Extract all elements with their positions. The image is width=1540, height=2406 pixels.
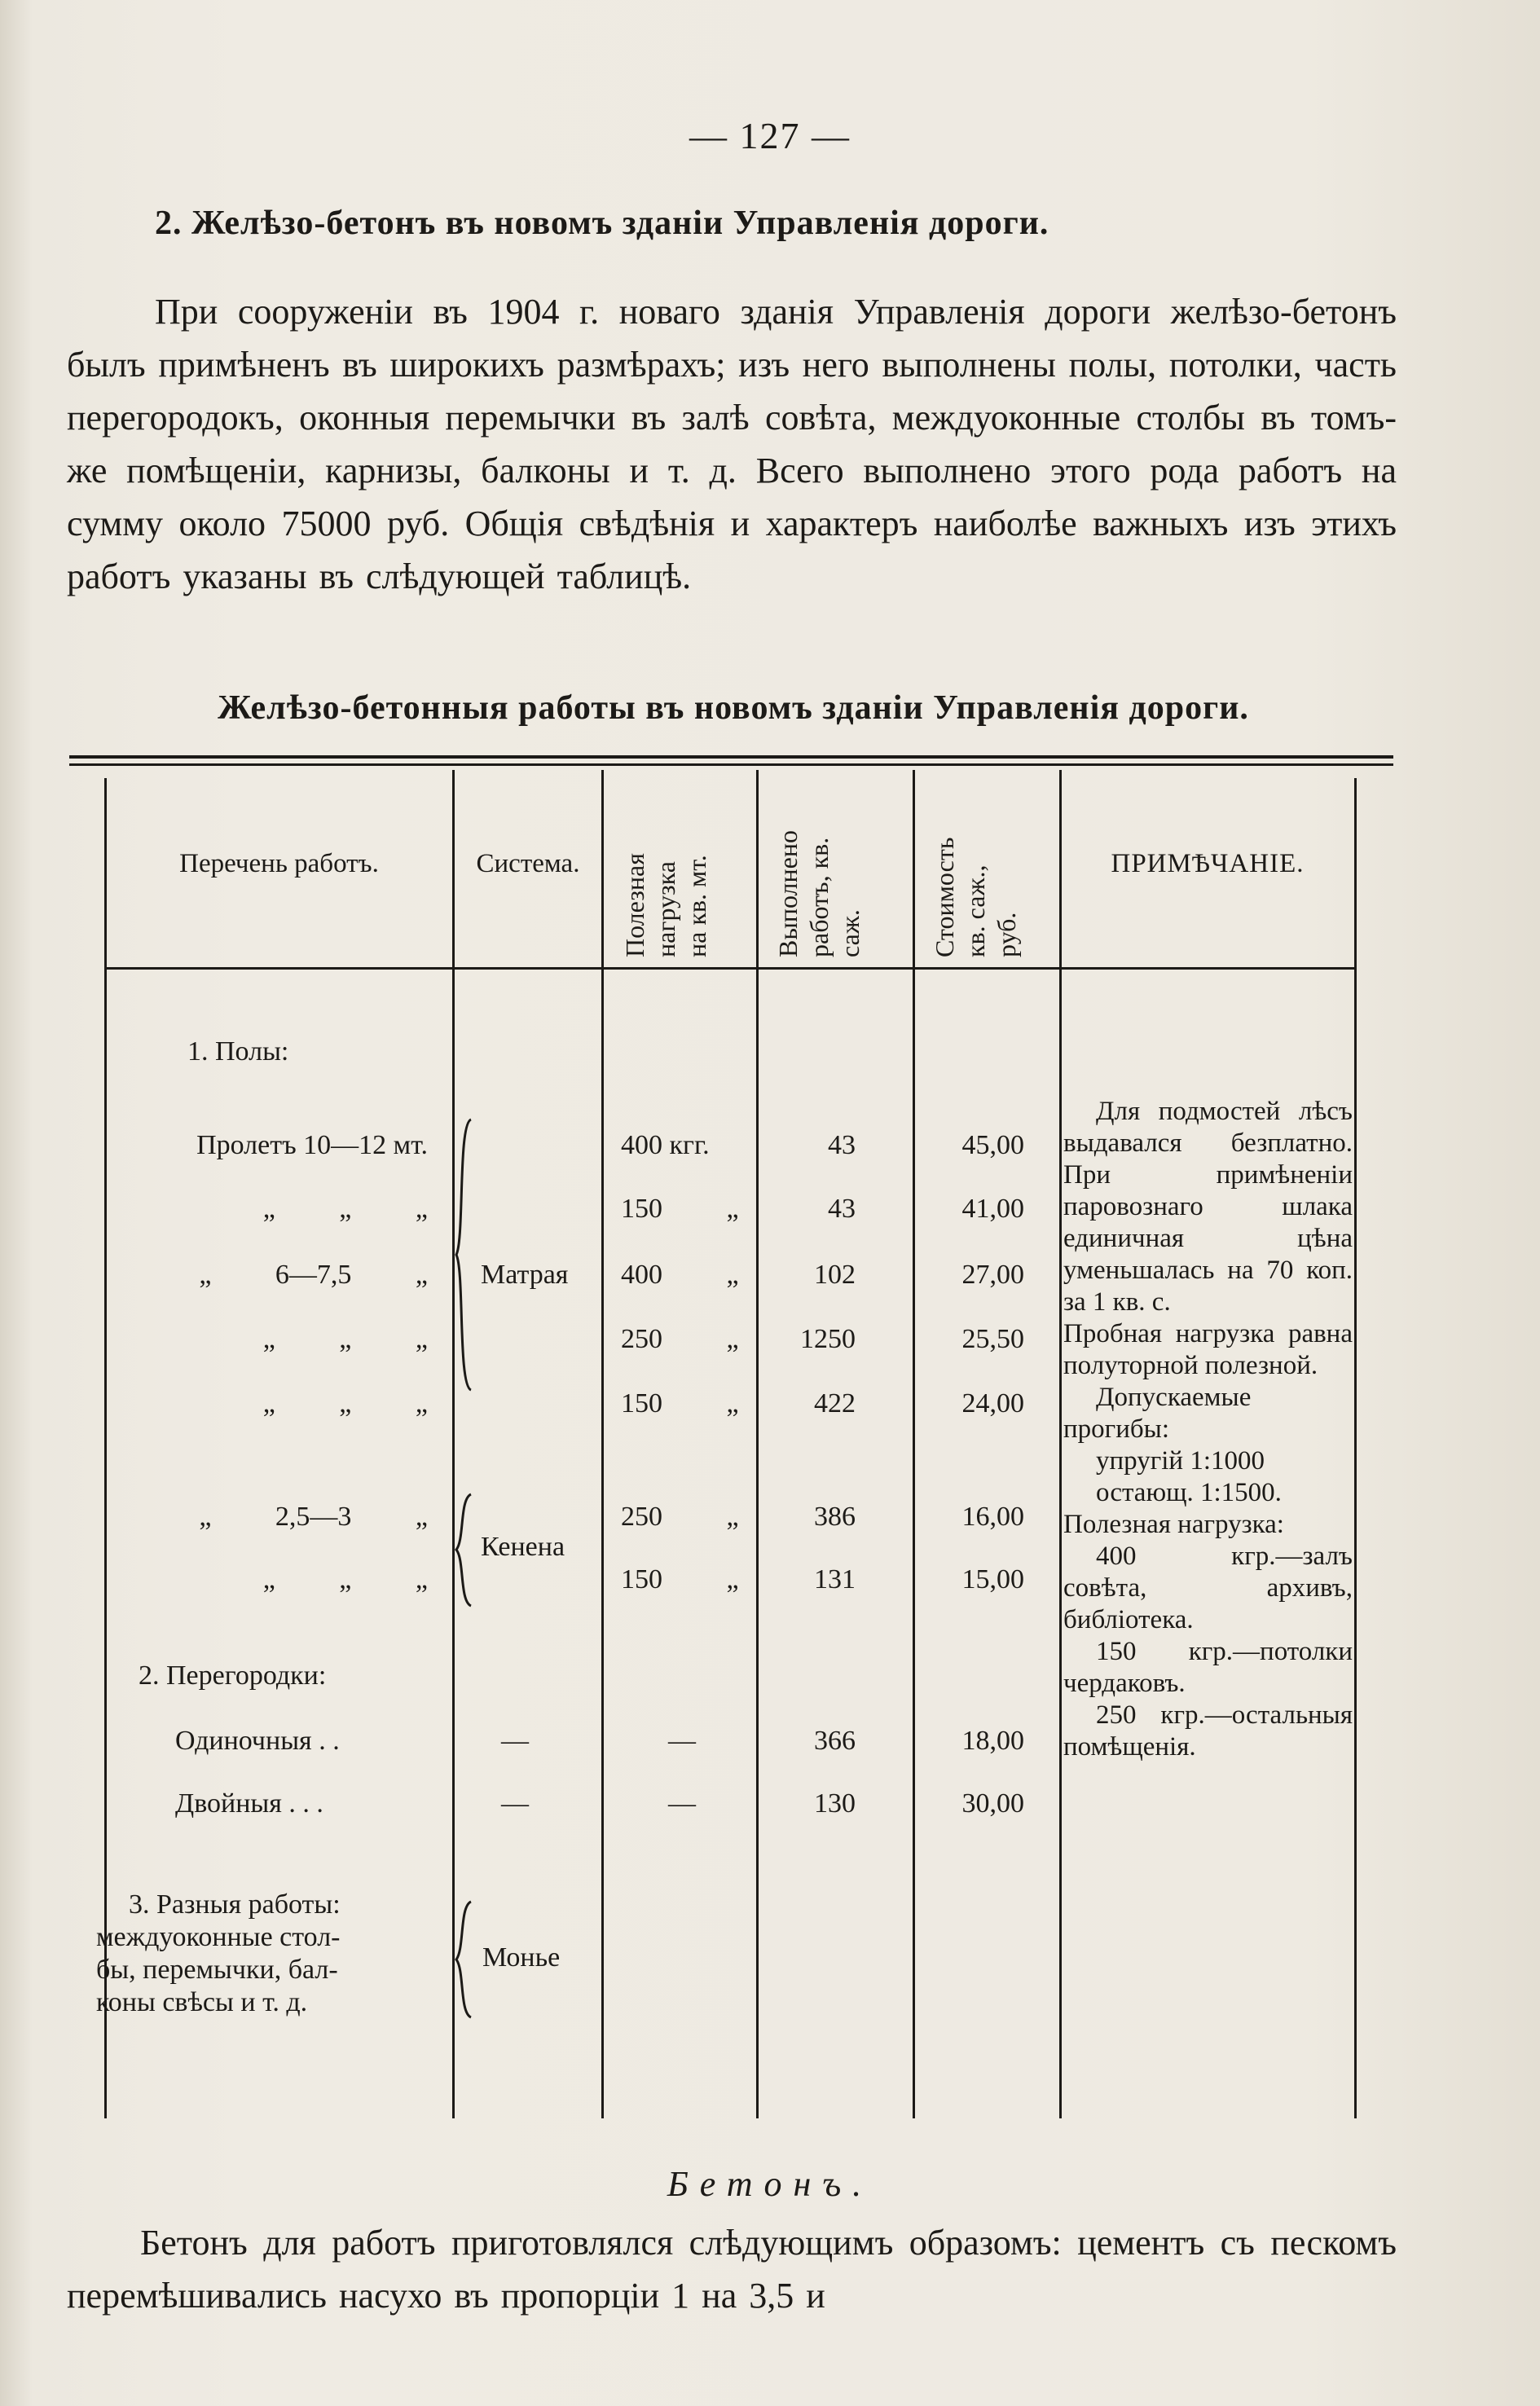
header-cost: [929, 838, 1022, 957]
header-cost-line-2: кв. саж.,: [961, 864, 990, 957]
table-top-rule: [69, 755, 1393, 759]
row-2-work: „ „ „: [262, 1194, 428, 1224]
group-misc-line-2: междуоконные стол-: [96, 1922, 341, 1952]
partition-1-cost: 18,00: [961, 1726, 1024, 1756]
row-2-done: 43: [828, 1194, 856, 1224]
note-hall: 400 кгр.—залъ совѣта, архивъ, библіотека.: [1063, 1542, 1353, 1634]
system-matraya: Матрая: [481, 1260, 569, 1290]
header-load-line-2: нагрузка: [651, 861, 680, 957]
brace-kenena: [453, 1491, 477, 1609]
header-load-line-1: Полезная: [620, 853, 649, 957]
group-floors: 1. Полы:: [187, 1036, 289, 1067]
page-number: — 127 —: [689, 115, 851, 156]
column-line-load: [601, 770, 604, 2118]
group-misc-line-3: бы, перемычки, бал-: [96, 1955, 338, 1985]
header-system: Система.: [476, 849, 580, 878]
row-4-load: 250 „: [621, 1324, 739, 1354]
row-3-cost: 27,00: [961, 1260, 1024, 1290]
group-misc: [96, 1889, 455, 2019]
row-4-cost: 25,50: [961, 1324, 1024, 1354]
header-done-line-1: Выполнено: [773, 830, 803, 957]
note-residual: остающ. 1:1500.: [1096, 1478, 1282, 1507]
row-6-done: 386: [814, 1502, 856, 1532]
brace-matraya: [453, 1116, 477, 1393]
note-attic: 150 кгр.—потолки чердаковъ.: [1063, 1637, 1353, 1698]
partition-1-load: —: [668, 1726, 696, 1756]
partition-2-load: —: [668, 1788, 696, 1819]
column-line-done: [756, 770, 759, 2118]
note-scaffolding: Для подмостей лѣсъ выдавался безплатно. При примѣненіи паровознаго шлака единичная цѣна уменьшалась на 70 коп. за 1 кв. с.: [1063, 1097, 1353, 1317]
header-done-line-3: саж.: [835, 909, 865, 957]
beton-heading: Бетонъ.: [667, 2164, 873, 2204]
row-4-work: „ „ „: [262, 1324, 428, 1354]
row-1-load: 400 кгг.: [621, 1130, 710, 1160]
row-5-work: „ „ „: [262, 1388, 428, 1419]
column-line-note: [1059, 770, 1062, 2118]
note-text: [1063, 1096, 1353, 1763]
header-works: Перечень работъ.: [179, 849, 379, 878]
row-1-work: Пролетъ 10—12 мт.: [196, 1130, 428, 1160]
row-3-work: „ 6—7,5 „: [199, 1260, 428, 1290]
note-deflections: Допускаемые прогибы:: [1063, 1383, 1252, 1444]
row-7-done: 131: [814, 1564, 856, 1594]
header-separator-rule: [106, 967, 1357, 970]
note-useful-load: Полезная нагрузка:: [1063, 1510, 1284, 1539]
note-test-load: Пробная нагрузка равна полуторной полезной.: [1063, 1319, 1353, 1380]
row-1-cost: 45,00: [961, 1130, 1024, 1160]
row-2-cost: 41,00: [961, 1194, 1024, 1224]
header-note: ПРИМѢЧАНІЕ.: [1111, 849, 1305, 878]
header-cost-line-3: руб.: [992, 912, 1021, 957]
note-rest: 250 кгр.—остальныя помѣщенія.: [1063, 1700, 1353, 1762]
partition-2-done: 130: [814, 1788, 856, 1819]
header-done-line-2: работъ, кв.: [804, 837, 834, 957]
partition-1-system: —: [501, 1726, 529, 1756]
table-caption: Желѣзо-бетонныя работы въ новомъ зданіи Управленія дороги.: [218, 689, 1249, 727]
group-misc-line-1: 3. Разныя работы:: [129, 1889, 341, 1920]
header-done: [772, 830, 865, 957]
partition-2-work: Двойныя . . .: [175, 1788, 323, 1819]
system-monye: Монье: [482, 1942, 561, 1973]
system-kenena: Кенена: [481, 1532, 565, 1562]
column-line-right: [1354, 778, 1357, 2118]
row-3-load: 400 „: [621, 1260, 739, 1290]
row-5-cost: 24,00: [961, 1388, 1024, 1419]
brace-monye: [453, 1898, 477, 2021]
intro-paragraph: При сооруженіи въ 1904 г. новаго зданія Управленія дороги желѣзо-бетонъ былъ примѣненъ въ широкихъ размѣрахъ; изъ него выполнены полы, потолки, часть перегородокъ, оконныя перемычки въ залѣ совѣта, междуоконные столбы въ томъ-же помѣщеніи, карнизы, балконы и т. д. Всего выполнено этого рода работъ на сумму около 75000 руб. Общія свѣдѣнія и характеръ наиболѣе важныхъ изъ этихъ работъ указаны въ слѣдующей таблицѣ.: [67, 292, 1397, 596]
row-7-cost: 15,00: [961, 1564, 1024, 1594]
row-6-load: 250 „: [621, 1502, 739, 1532]
table-top-rule-2: [69, 763, 1393, 766]
closing-paragraph: Бетонъ для работъ приготовлялся слѣдующимъ образомъ: цементъ съ пескомъ перемѣшивались насухо въ пропорціи 1 на 3,5 и: [67, 2223, 1397, 2316]
partition-1-done: 366: [814, 1726, 856, 1756]
partition-2-system: —: [501, 1788, 529, 1819]
row-5-done: 422: [814, 1388, 856, 1419]
group-partitions: 2. Перегородки:: [139, 1660, 327, 1691]
group-misc-line-4: коны свѣсы и т. д.: [96, 1987, 308, 2017]
row-5-load: 150 „: [621, 1388, 739, 1419]
header-cost-line-1: Стоимость: [930, 837, 959, 957]
section-heading: 2. Желѣзо-бетонъ въ новомъ зданіи Управленія дороги.: [155, 205, 1049, 242]
partition-2-cost: 30,00: [961, 1788, 1024, 1819]
row-6-cost: 16,00: [961, 1502, 1024, 1532]
header-load-line-3: на кв. мт.: [682, 855, 711, 957]
row-7-load: 150 „: [621, 1564, 739, 1594]
row-1-done: 43: [828, 1130, 856, 1160]
note-elastic: упругій 1:1000: [1096, 1446, 1265, 1476]
header-load: [619, 853, 712, 957]
row-2-load: 150 „: [621, 1194, 739, 1224]
partition-1-work: Одиночныя . .: [175, 1726, 340, 1756]
row-4-done: 1250: [800, 1324, 856, 1354]
column-line-cost: [913, 770, 915, 2118]
row-3-done: 102: [814, 1260, 856, 1290]
row-6-work: „ 2,5—3 „: [199, 1502, 428, 1532]
row-7-work: „ „ „: [262, 1564, 428, 1594]
